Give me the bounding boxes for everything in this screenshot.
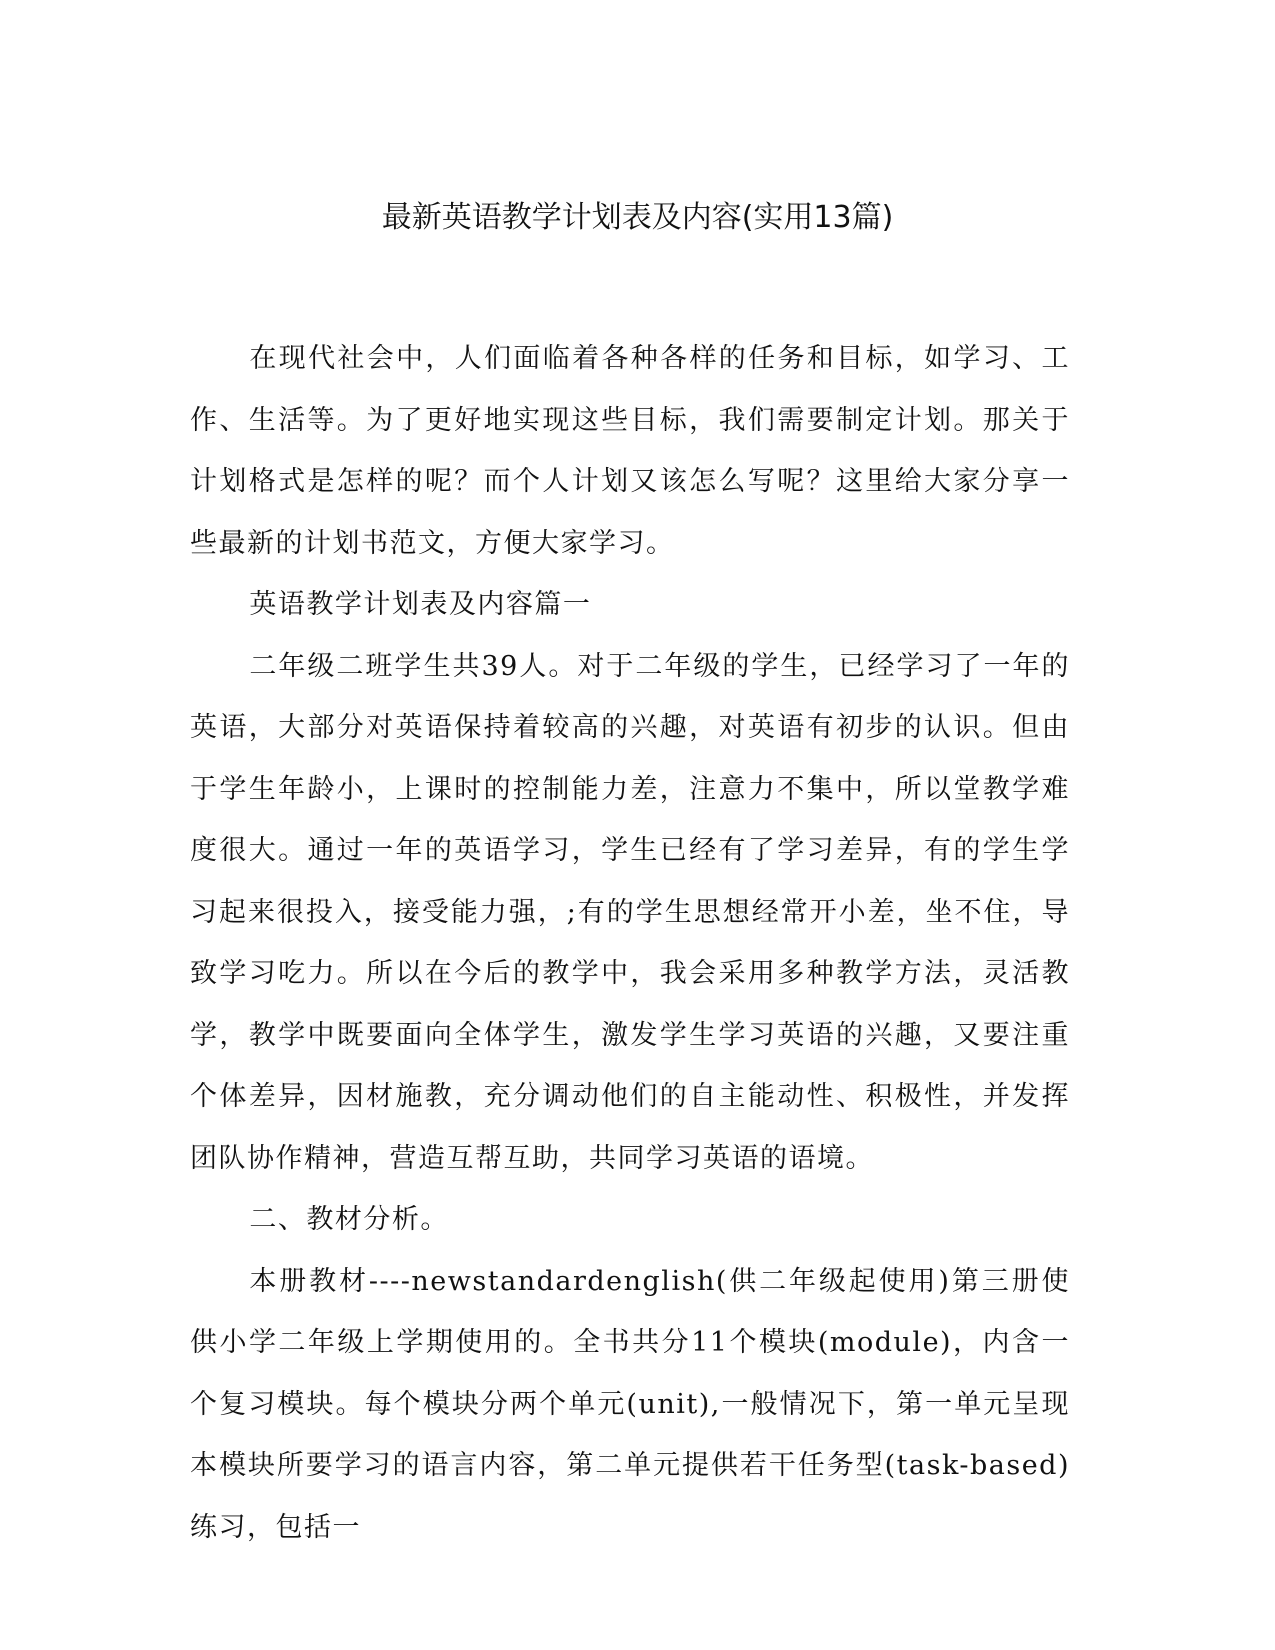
class-analysis-paragraph: 二年级二班学生共39人。对于二年级的学生，已经学习了一年的英语，大部分对英语保持着较高的兴趣，对英语有初步的认识。但由于学生年龄小，上课时的控制能力差，注意力不集中，所以堂教学难度很大。通过一年的英语学习，学生已经有了学习差异，有的学生学习起来很投入，接受能力强，;有的学生思想经常开小差，坐不住，导致学习吃力。所以在今后的教学中，我会采用多种教学方法，灵活教学，教学中既要面向全体学生，激发学生学习英语的兴趣，又要注重个体差异，因材施教，充分调动他们的自主能动性、积极性，并发挥团队协作精神，营造互帮互助，共同学习英语的语境。 xyxy=(190,650,1070,1174)
document-title: 最新英语教学计划表及内容(实用13篇) xyxy=(381,200,894,235)
document-body xyxy=(190,328,1070,1558)
intro-paragraph: 在现代社会中，人们面临着各种各样的任务和目标，如学习、工作、生活等。为了更好地实现这些目标，我们需要制定计划。那关于计划格式是怎样的呢？而个人计划又该怎么写呢？这里给大家分享一些最新的计划书范文，方便大家学习。 xyxy=(190,343,1070,559)
section-heading: 英语教学计划表及内容篇一 xyxy=(249,589,592,620)
textbook-analysis-paragraph: 本册教材----newstandardenglish(供二年级起使用)第三册使供小学二年级上学期使用的。全书共分11个模块(module)，内含一个复习模块。每个模块分两个单元(unit),一般情况下，第一单元呈现本模块所要学习的语言内容，第二单元提供若干任务型(task-based)练习，包括一 xyxy=(190,1265,1070,1543)
section-heading: 二、教材分析。 xyxy=(249,1204,449,1235)
